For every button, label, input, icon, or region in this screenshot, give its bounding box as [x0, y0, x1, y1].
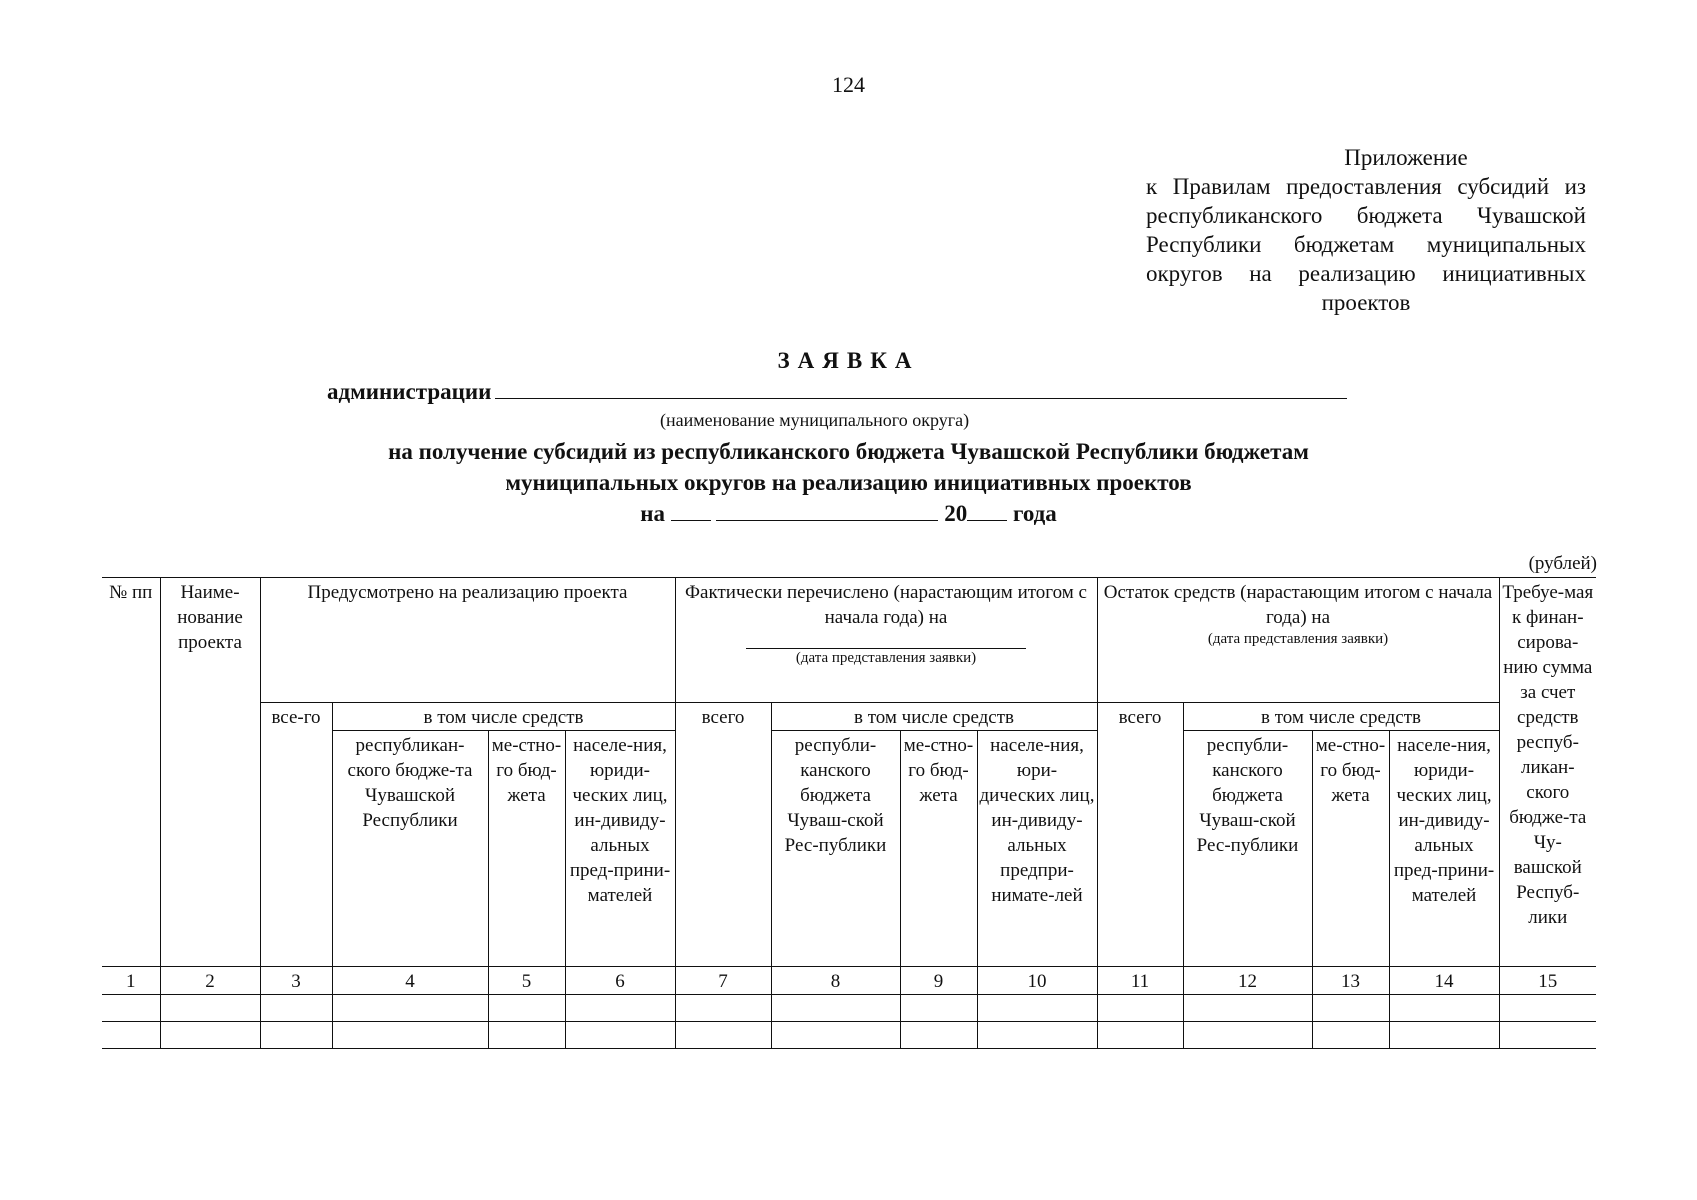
date-suffix: года	[1012, 501, 1057, 526]
admin-label: администрации	[327, 379, 492, 404]
subtitle-line-1: на получение субсидий из республиканского бюджета Чувашской Республики бюджетам	[388, 439, 1309, 464]
month-blank[interactable]	[716, 500, 938, 521]
table-cell[interactable]	[1499, 995, 1596, 1022]
table-cell[interactable]	[102, 995, 160, 1022]
transferred-date-hint: (дата представления заявки)	[795, 650, 977, 666]
table-cell[interactable]	[900, 1022, 977, 1049]
header-transferred-including: в том числе средств	[771, 703, 1097, 731]
year-prefix: 20	[944, 501, 968, 526]
column-number: 1	[102, 967, 160, 995]
table-cell[interactable]	[1097, 1022, 1183, 1049]
table-cell[interactable]	[332, 995, 488, 1022]
table-cell[interactable]	[1183, 995, 1312, 1022]
header-remainder-rep: республи-канского бюджета Чуваш-ской Рес-публики	[1183, 731, 1312, 967]
header-planned-including: в том числе средств	[332, 703, 675, 731]
column-number: 3	[260, 967, 332, 995]
column-number: 4	[332, 967, 488, 995]
remainder-date-hint: (дата представления заявки)	[1207, 631, 1389, 647]
header-planned-population: населе-ния, юриди-ческих лиц, ин-дивиду-альных пред-прини-мателей	[565, 731, 675, 967]
date-line	[0, 498, 1697, 529]
table-row	[102, 1022, 1596, 1049]
appendix-title: Приложение	[1344, 145, 1468, 170]
header-num: № пп	[102, 578, 160, 967]
appendix-text: к Правилам предоставления субсидий из республиканского бюджета Чувашской Республики бюджетам муниципальных округов на реализацию инициативных проектов	[1146, 174, 1586, 315]
table-row	[102, 995, 1596, 1022]
table-cell[interactable]	[1097, 995, 1183, 1022]
table-cell[interactable]	[1389, 995, 1499, 1022]
table-cell[interactable]	[1389, 1022, 1499, 1049]
column-number: 8	[771, 967, 900, 995]
table-cell[interactable]	[260, 1022, 332, 1049]
year-blank[interactable]	[967, 500, 1007, 521]
column-number: 13	[1312, 967, 1389, 995]
table-cell[interactable]	[977, 1022, 1097, 1049]
column-number: 6	[565, 967, 675, 995]
table-cell[interactable]	[160, 995, 260, 1022]
header-transferred-total: всего	[675, 703, 771, 967]
document-title: ЗАЯВКА	[777, 348, 920, 373]
header-transferred-text: Фактически перечислено (нарастающим итогом с начала года) на	[685, 582, 1087, 628]
column-number: 15	[1499, 967, 1596, 995]
table-cell[interactable]	[565, 995, 675, 1022]
admin-line	[327, 378, 1347, 405]
header-transferred-local: ме-стно-го бюд-жета	[900, 731, 977, 967]
header-remainder-including: в том числе средств	[1183, 703, 1499, 731]
header-remainder-local: ме-стно-го бюд-жета	[1312, 731, 1389, 967]
header-planned: Предусмотрено на реализацию проекта	[260, 578, 675, 703]
table-cell[interactable]	[332, 1022, 488, 1049]
table-cell[interactable]	[260, 995, 332, 1022]
table-cell[interactable]	[900, 995, 977, 1022]
table-cell[interactable]	[488, 995, 565, 1022]
header-transferred-rep: республи-канского бюджета Чуваш-ской Рес-публики	[771, 731, 900, 967]
subtitle-line-2: муниципальных округов на реализацию инициативных проектов	[505, 470, 1192, 495]
transferred-date-blank	[746, 634, 1026, 649]
header-planned-rep: республикан-ского бюдже-та Чувашской Республики	[332, 731, 488, 967]
header-project-name: Наиме-нование проекта	[160, 578, 260, 967]
table-cell[interactable]	[160, 1022, 260, 1049]
table-cell[interactable]	[675, 1022, 771, 1049]
header-remainder-total: всего	[1097, 703, 1183, 967]
table-cell[interactable]	[102, 1022, 160, 1049]
header-transferred-population: населе-ния, юри-дических лиц, ин-дивиду-альных предпри-нимате-лей	[977, 731, 1097, 967]
column-number: 9	[900, 967, 977, 995]
request-table	[102, 577, 1596, 1049]
header-planned-local: ме-стно-го бюд-жета	[488, 731, 565, 967]
header-transferred	[675, 578, 1097, 703]
table-cell[interactable]	[771, 995, 900, 1022]
header-remainder	[1097, 578, 1499, 703]
column-number: 5	[488, 967, 565, 995]
column-number: 10	[977, 967, 1097, 995]
column-number: 2	[160, 967, 260, 995]
units-label: (рублей)	[1528, 553, 1597, 574]
admin-name-blank[interactable]	[495, 378, 1347, 399]
column-number: 7	[675, 967, 771, 995]
table-cell[interactable]	[1312, 1022, 1389, 1049]
table-cell[interactable]	[675, 995, 771, 1022]
table-cell[interactable]	[977, 995, 1097, 1022]
header-remainder-text: Остаток средств (нарастающим итогом с начала года) на	[1103, 582, 1493, 628]
table-cell[interactable]	[771, 1022, 900, 1049]
table-cell[interactable]	[1312, 995, 1389, 1022]
day-blank[interactable]	[671, 500, 711, 521]
column-number: 12	[1183, 967, 1312, 995]
table-cell[interactable]	[1183, 1022, 1312, 1049]
column-number: 14	[1389, 967, 1499, 995]
column-number: 11	[1097, 967, 1183, 995]
header-remainder-population: населе-ния, юриди-ческих лиц, ин-дивиду-альных пред-прини-мателей	[1389, 731, 1499, 967]
table-cell[interactable]	[565, 1022, 675, 1049]
header-planned-total: все-го	[260, 703, 332, 967]
subtitle	[0, 436, 1697, 529]
header-required: Требуе-мая к финан-сирова-нию сумма за счет средств респуб-ликан-ского бюдже-та Чу-вашской Респуб-лики	[1499, 578, 1596, 967]
appendix-block	[1146, 143, 1586, 317]
table-cell[interactable]	[1499, 1022, 1596, 1049]
table-cell[interactable]	[488, 1022, 565, 1049]
admin-hint: (наименование муниципального округа)	[660, 410, 970, 430]
date-prefix: на	[640, 501, 665, 526]
page-number: 124	[832, 72, 865, 97]
